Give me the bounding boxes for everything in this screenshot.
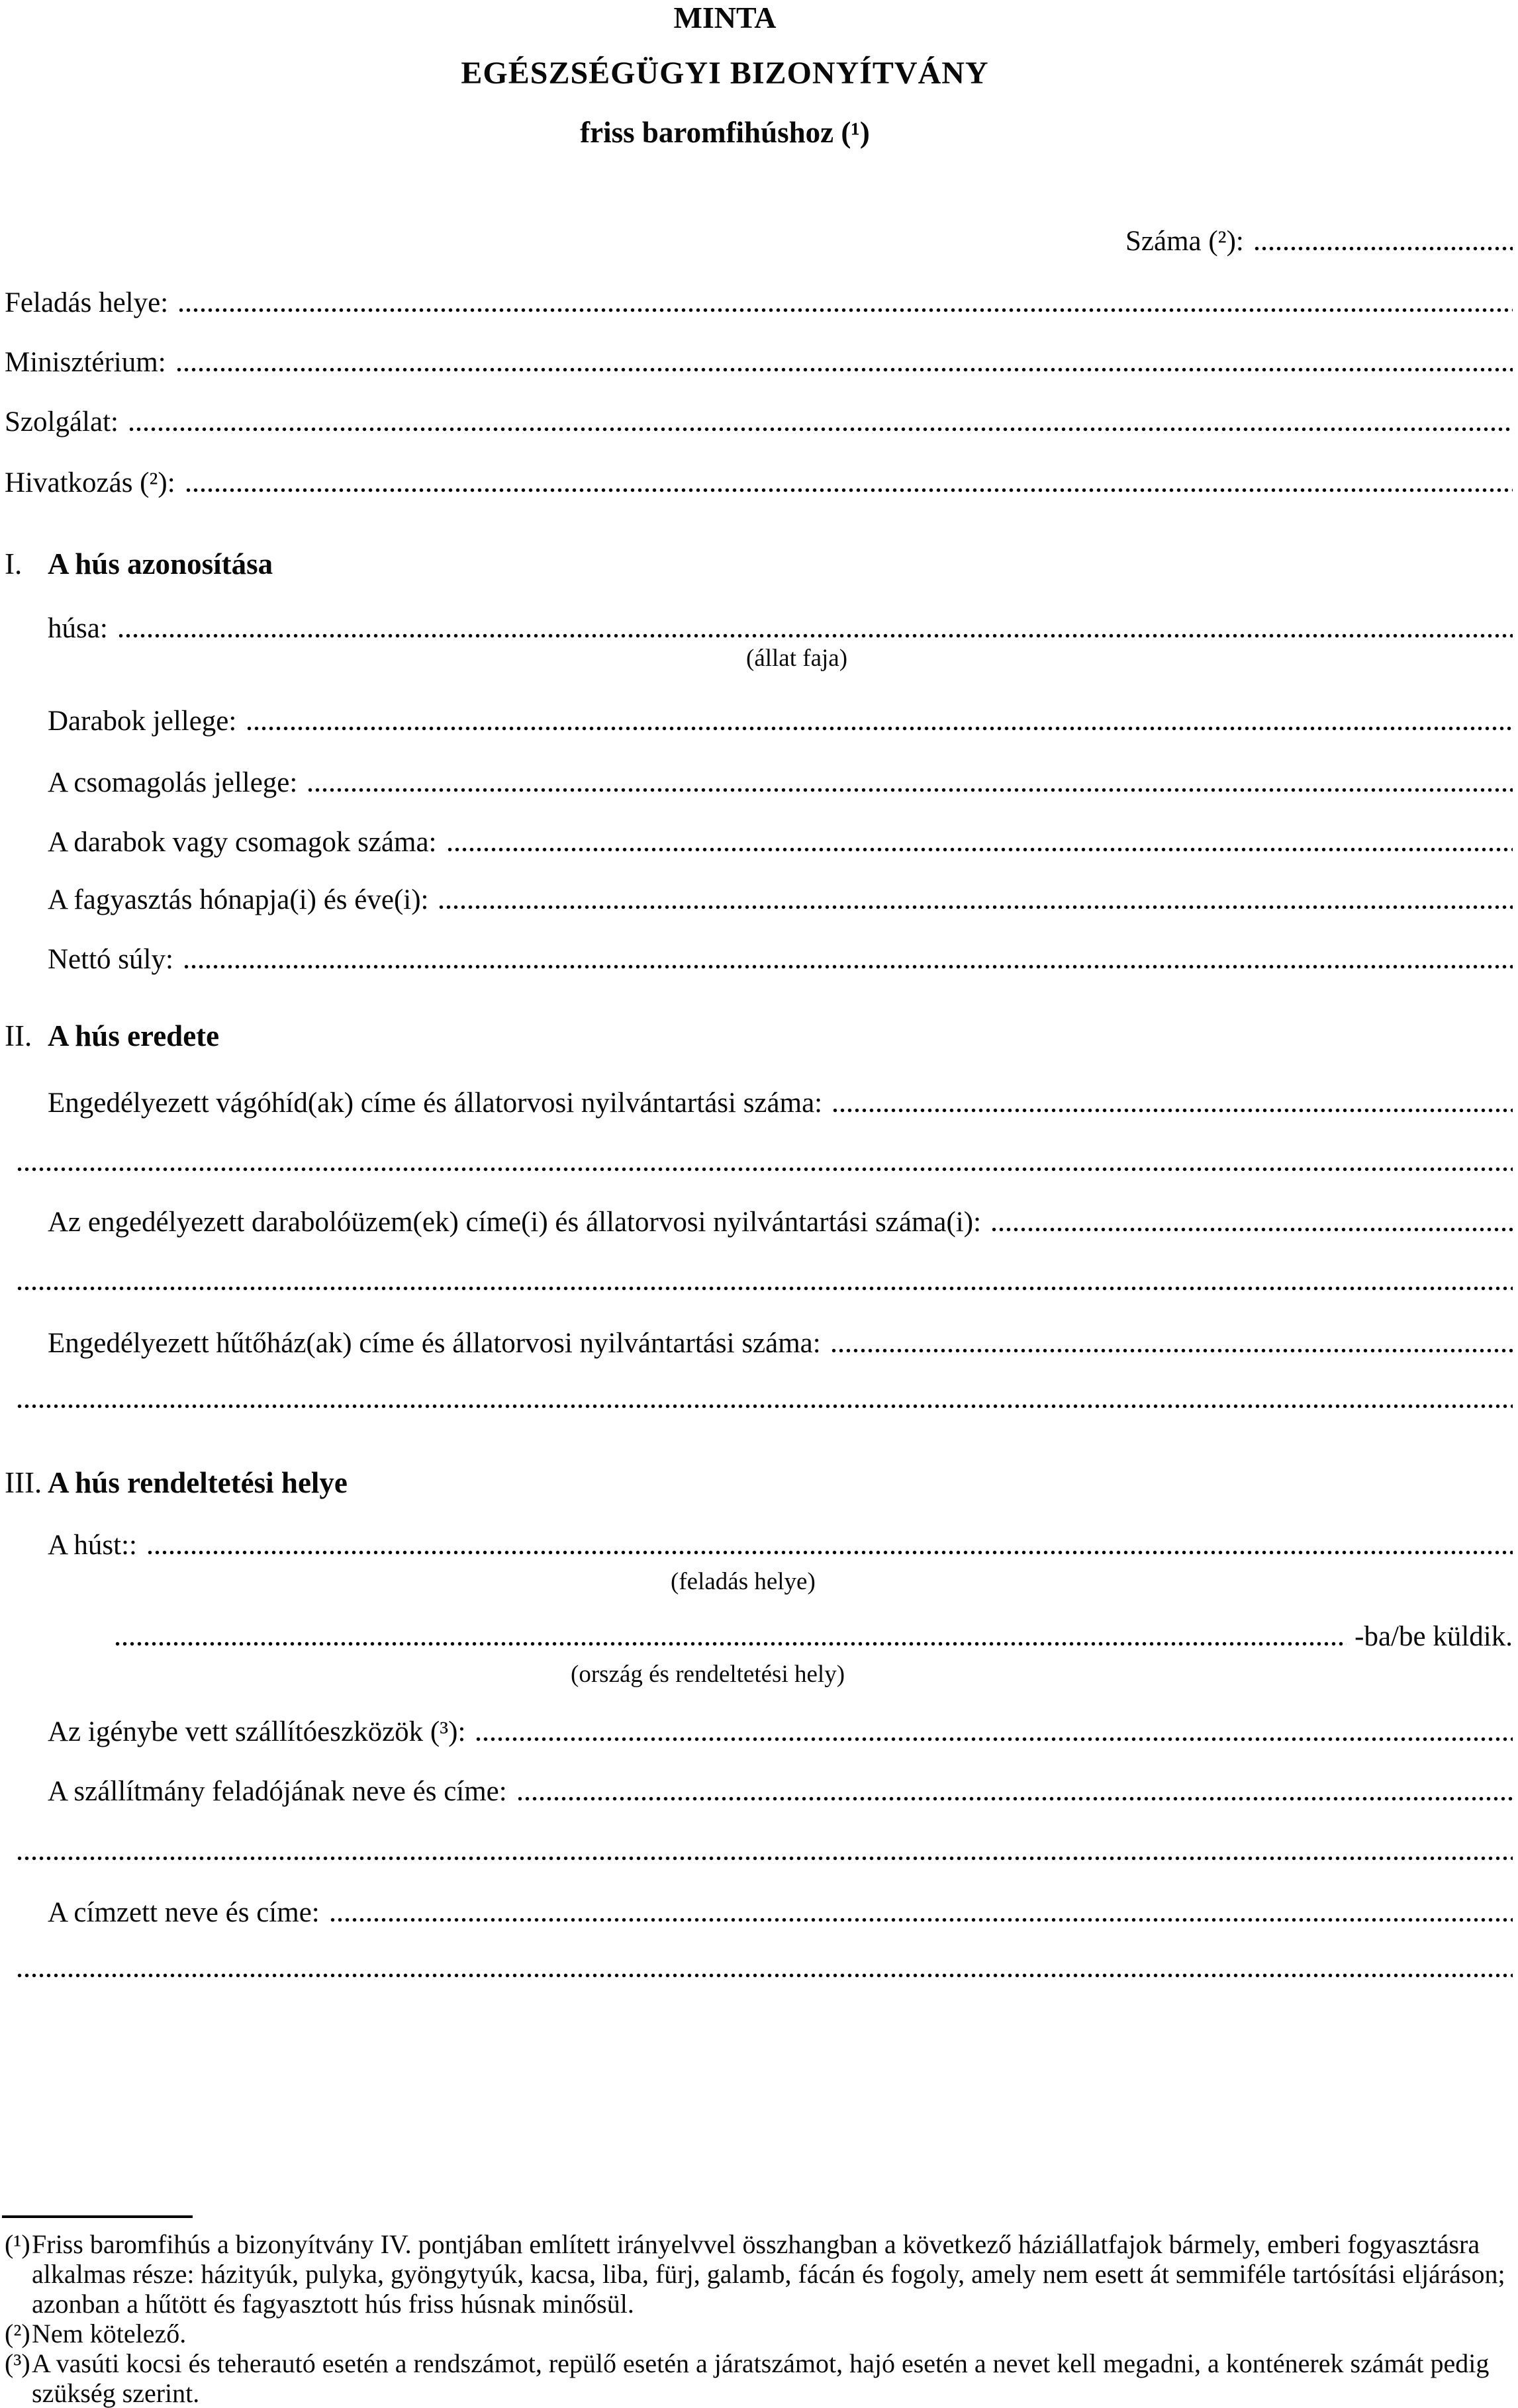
field-ministry bbox=[5, 346, 1513, 379]
field-number-of-packages bbox=[48, 826, 1513, 859]
dotted-continuation-line bbox=[16, 1285, 1513, 1292]
field-meat-of bbox=[48, 612, 1513, 645]
field-consignor bbox=[48, 1775, 1513, 1808]
field-destination-suffix: -ba/be küldik. bbox=[1354, 1621, 1513, 1652]
section-1-title: A hús azonosítása bbox=[48, 547, 273, 580]
dotted-fill-line bbox=[990, 1226, 1513, 1233]
field-number bbox=[1125, 225, 1513, 258]
dotted-fill-line bbox=[831, 1107, 1513, 1114]
field-nature-of-cuts bbox=[48, 705, 1513, 738]
field-nature-of-packaging bbox=[48, 766, 1513, 800]
document-subtitle: friss baromfihúshoz (¹) bbox=[580, 116, 870, 149]
field-service-label: Szolgálat: bbox=[5, 406, 119, 438]
footnote-1-text: Friss baromfihús a bizonyítvány IV. pontjában említett irányelvvel összhangban a következő háziállatfajok bármely, emberi fogyasztásra alkalmas része: házityúk, pulyka, gyöngytyúk, kacsa, liba, fürj, galamb, fácán és fogoly, amely nem esett át semmiféle tartósítási eljáráson; azonban a hűtött és fagyasztott hús friss húsnak minősül. bbox=[32, 2229, 1505, 2319]
field-cold-store-label: Engedélyezett hűtőház(ak) címe és állatorvosi nyilvántartási száma: bbox=[48, 1328, 821, 1359]
dotted-fill-line bbox=[329, 1916, 1513, 1923]
field-cutting-plant-label: Az engedélyezett darabolóüzem(ek) címe(i) és állatorvosi nyilvántartási száma(i): bbox=[48, 1207, 982, 1238]
field-number-of-packages-label: A darabok vagy csomagok száma: bbox=[48, 827, 437, 858]
section-1-numeral: I. bbox=[5, 547, 23, 580]
field-reference-label: Hivatkozás (²): bbox=[5, 467, 175, 498]
section-3-numeral: III. bbox=[5, 1466, 42, 1499]
hint-country-destination: (ország és rendeltetési hely) bbox=[571, 1661, 845, 1688]
field-net-weight-label: Nettó súly: bbox=[48, 944, 173, 975]
footnote-3 bbox=[5, 2348, 1513, 2408]
section-2-numeral: II. bbox=[5, 1019, 32, 1052]
dotted-fill-line bbox=[1253, 245, 1513, 252]
dotted-fill-line bbox=[830, 1347, 1513, 1354]
field-dispatch-place-label: Feladás helye: bbox=[5, 287, 169, 318]
field-ministry-label: Minisztérium: bbox=[5, 347, 166, 378]
field-means-of-transport bbox=[48, 1716, 1513, 1749]
dotted-fill-line bbox=[146, 1549, 1513, 1556]
document-title: EGÉSZSÉGÜGYI BIZONYÍTVÁNY bbox=[461, 56, 989, 91]
dotted-fill-line bbox=[128, 426, 1513, 433]
dotted-fill-line bbox=[114, 1640, 1347, 1647]
field-consignee-label: A címzett neve és címe: bbox=[48, 1897, 320, 1928]
footnote-3-text: A vasúti kocsi és teherautó esetén a rendszámot, repülő esetén a járatszámot, hajó esetén a nevet kell megadni, a konténerek számát pedig szükség szerint. bbox=[32, 2348, 1490, 2408]
dotted-fill-line bbox=[438, 903, 1513, 911]
dotted-fill-line bbox=[516, 1795, 1513, 1802]
field-slaughterhouse bbox=[48, 1087, 1513, 1120]
footnotes bbox=[5, 2229, 1513, 2408]
field-nature-of-cuts-label: Darabok jellege: bbox=[48, 706, 237, 737]
footnote-2 bbox=[5, 2319, 1513, 2348]
field-freezing-month-year bbox=[48, 884, 1513, 917]
dotted-continuation-line bbox=[16, 1972, 1513, 1979]
footnote-2-marker: (²) bbox=[5, 2319, 30, 2348]
dotted-fill-line bbox=[117, 632, 1513, 639]
dotted-fill-line bbox=[175, 366, 1513, 373]
dotted-fill-line bbox=[475, 1736, 1513, 1743]
section-2-heading bbox=[0, 1019, 1511, 1053]
footnote-1 bbox=[5, 2229, 1513, 2319]
section-2-title: A hús eredete bbox=[48, 1019, 220, 1052]
footnote-separator bbox=[2, 2215, 193, 2218]
dotted-continuation-line bbox=[16, 1166, 1513, 1173]
hint-place-of-dispatch: (feladás helye) bbox=[671, 1568, 816, 1595]
section-3-title: A hús rendeltetési helye bbox=[48, 1466, 348, 1499]
field-number-label: Száma (²): bbox=[1125, 226, 1244, 257]
field-meat-of-label: húsa: bbox=[48, 613, 108, 644]
field-service bbox=[5, 406, 1513, 439]
field-means-of-transport-label: Az igénybe vett szállítóeszközök (³): bbox=[48, 1716, 466, 1747]
field-cold-store bbox=[48, 1327, 1513, 1360]
dotted-fill-line bbox=[185, 486, 1513, 494]
field-freezing-month-year-label: A fagyasztás hónapja(i) és éve(i): bbox=[48, 884, 429, 915]
footnote-1-marker: (¹) bbox=[5, 2229, 30, 2259]
dotted-fill-line bbox=[246, 725, 1513, 732]
hint-animal-species: (állat faja) bbox=[746, 645, 848, 672]
field-slaughterhouse-label: Engedélyezett vágóhíd(ak) címe és állatorvosi nyilvántartási száma: bbox=[48, 1088, 823, 1119]
field-cutting-plant bbox=[48, 1206, 1513, 1239]
field-nature-of-packaging-label: A csomagolás jellege: bbox=[48, 767, 298, 798]
section-3-heading bbox=[0, 1465, 1511, 1500]
dotted-fill-line bbox=[183, 963, 1513, 970]
field-reference bbox=[5, 467, 1513, 500]
field-meat-sent-from bbox=[48, 1529, 1513, 1562]
field-net-weight bbox=[48, 943, 1513, 976]
footnote-2-text: Nem kötelező. bbox=[32, 2319, 187, 2348]
dotted-fill-line bbox=[446, 846, 1513, 853]
document-kicker: MINTA bbox=[673, 1, 777, 34]
dotted-continuation-line bbox=[16, 1855, 1513, 1862]
field-dispatch-place bbox=[5, 287, 1513, 320]
field-consignee bbox=[48, 1896, 1513, 1929]
dotted-fill-line bbox=[307, 786, 1513, 794]
field-consignor-label: A szállítmány feladójának neve és címe: bbox=[48, 1776, 507, 1807]
footnote-3-marker: (³) bbox=[5, 2348, 30, 2378]
field-destination bbox=[114, 1620, 1513, 1653]
field-meat-sent-from-label: A húst:: bbox=[48, 1530, 138, 1561]
dotted-fill-line bbox=[177, 306, 1513, 314]
section-1-heading bbox=[0, 547, 1511, 581]
dotted-continuation-line bbox=[16, 1403, 1513, 1410]
